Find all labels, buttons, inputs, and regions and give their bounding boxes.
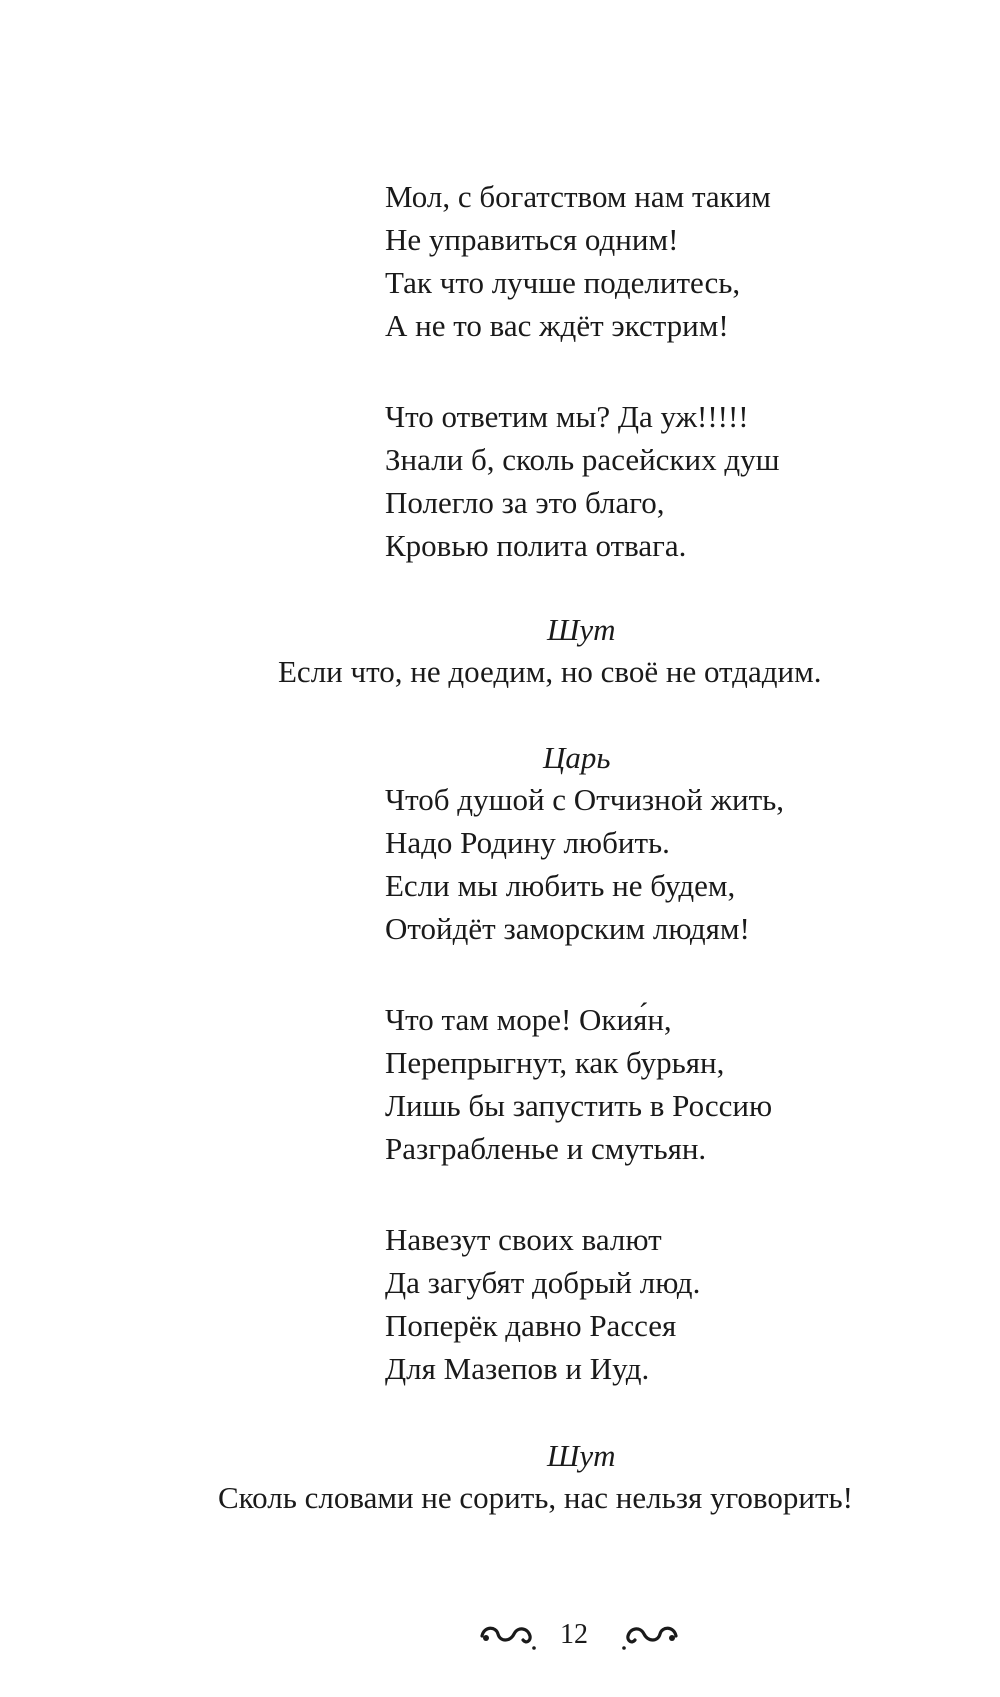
verse-line: Что там море! Окия́н, (385, 1002, 672, 1037)
verse-line: Кровью полита отвага. (385, 528, 687, 563)
verse-line: Лишь бы запустить в Россию (385, 1088, 773, 1123)
verse-line: Навезут своих валют (385, 1222, 662, 1257)
page-footer (0, 1616, 1000, 1656)
verse-line: Для Мазепов и Иуд. (385, 1351, 650, 1386)
verse-line: Чтоб душой с Отчизной жить, (385, 782, 785, 817)
verse-line: Перепрыгнут, как бурьян, (385, 1045, 725, 1080)
verse-line: Что ответим мы? Да уж!!!!! (385, 399, 749, 434)
jester-line-1: Если что, не доедим, но своё не отдадим. (278, 654, 822, 689)
flourish-right-icon (620, 1616, 680, 1652)
jester-line-2: Сколь словами не сорить, нас нельзя уговорить! (218, 1480, 853, 1515)
stanza-4 (385, 998, 772, 1170)
speaker-tsar: Царь (543, 740, 611, 775)
verse-line: Разграбленье и смутьян. (385, 1131, 707, 1166)
verse-line: Надо Родину любить. (385, 825, 670, 860)
speaker-jester-2: Шут (547, 1438, 616, 1473)
verse-line: Так что лучше поделитесь, (385, 265, 741, 300)
verse-line: Если мы любить не будем, (385, 868, 736, 903)
page-number: 12 (560, 1619, 588, 1650)
verse-line: А не то вас ждёт экстрим! (385, 308, 729, 343)
verse-line: Мол, с богатством нам таким (385, 179, 771, 214)
verse-line: Не управиться одним! (385, 222, 679, 257)
stanza-3 (385, 778, 784, 950)
verse-line: Поперёк давно Рассея (385, 1308, 677, 1343)
stanza-5 (385, 1218, 700, 1390)
speaker-jester-1: Шут (547, 612, 616, 647)
verse-line: Знали б, сколь расейских душ (385, 442, 780, 477)
verse-line: Отойдёт заморским людям! (385, 911, 750, 946)
verse-line: Да загубят добрый люд. (385, 1265, 701, 1300)
stanza-1 (385, 175, 771, 347)
verse-line: Полегло за это благо, (385, 485, 665, 520)
stanza-2 (385, 395, 779, 567)
flourish-left-icon (478, 1616, 538, 1652)
